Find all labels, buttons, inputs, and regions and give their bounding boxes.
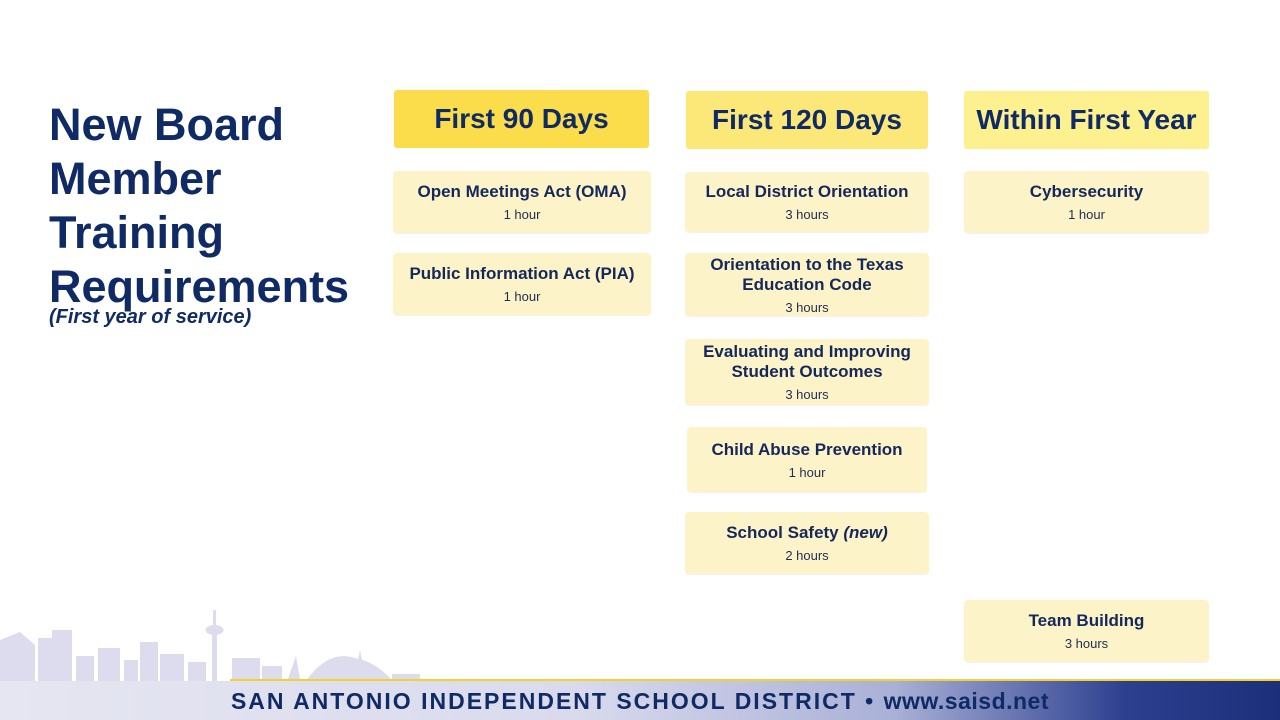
footer (0, 688, 1280, 715)
training-card-local-orientation (685, 172, 929, 232)
city-skyline-icon (0, 600, 420, 690)
training-hours: 3 hours (785, 207, 829, 222)
page-title-line-4: Requirements (49, 261, 350, 312)
footer-url: www.saisd.net (883, 688, 1050, 714)
footer-separator: • (865, 688, 876, 714)
footer-district-name: SAN ANTONIO INDEPENDENT SCHOOL DISTRICT (230, 688, 857, 714)
training-hours: 1 hour (503, 289, 541, 304)
training-hours: 1 hour (503, 207, 541, 222)
training-title: Child Abuse Prevention (711, 439, 903, 459)
training-title-main: School Safety (726, 523, 839, 542)
training-hours: 1 hour (1068, 207, 1105, 222)
training-title: Open Meetings Act (OMA) (417, 182, 627, 201)
training-card-student-outcomes (685, 339, 929, 405)
header-within-first-year: Within First Year (964, 91, 1209, 149)
page-title (49, 98, 379, 314)
training-card-team-building (964, 600, 1209, 662)
page-subtitle: (First year of service) (49, 306, 252, 328)
training-card-texas-education-code (685, 253, 929, 316)
training-title-new-tag: (new) (843, 523, 888, 542)
training-title: Cybersecurity (1029, 182, 1144, 201)
training-hours: 3 hours (785, 387, 829, 402)
training-hours: 1 hour (788, 464, 826, 480)
training-title: Team Building (1028, 611, 1145, 630)
page-title-line-2: Member (49, 153, 222, 204)
training-title: Local District Orientation (705, 182, 909, 201)
training-title (726, 523, 888, 543)
page-title-line-1: New Board (49, 99, 285, 150)
page-title-line-3: Training (49, 207, 225, 258)
training-hours: 3 hours (1064, 636, 1109, 651)
training-card-pia (393, 253, 651, 315)
training-hours: 3 hours (785, 299, 829, 315)
header-first-120-days: First 120 Days (686, 91, 928, 149)
training-card-school-safety (685, 512, 929, 574)
training-card-cybersecurity (964, 171, 1209, 233)
training-hours: 2 hours (785, 548, 829, 563)
training-title: Evaluating and Improving Student Outcomes (703, 342, 911, 381)
header-first-90-days: First 90 Days (394, 90, 649, 148)
training-card-child-abuse-prevention (687, 427, 927, 492)
training-title: Public Information Act (PIA) (409, 264, 635, 283)
title-block (49, 98, 379, 329)
training-title: Orientation to the Texas Education Code (710, 254, 904, 294)
training-card-oma (393, 171, 651, 233)
